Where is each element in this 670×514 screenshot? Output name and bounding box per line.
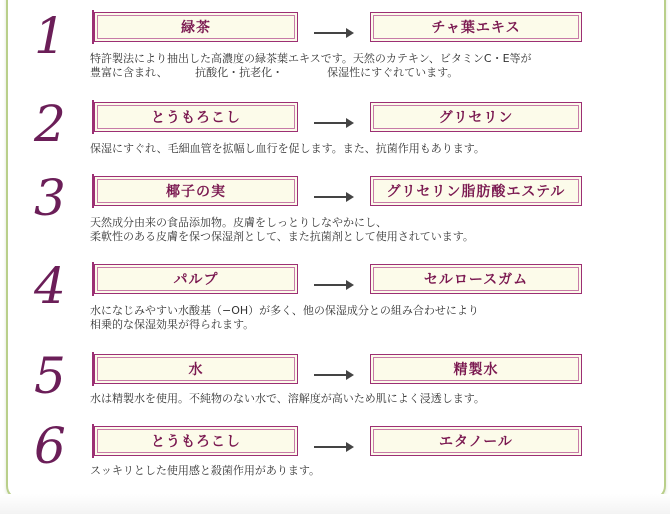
ingredient-source-box: 水: [94, 354, 298, 384]
arrow-icon: [314, 118, 354, 128]
ingredient-description: 水は精製水を使用。不純物のない水で、溶解度が高いため肌によく浸透します。: [90, 392, 485, 405]
arrow-icon: [314, 370, 354, 380]
ingredient-label-box: エタノール: [370, 426, 582, 456]
ingredient-description: 保湿にすぐれ、毛細血管を拡幅し血行を促します。また、抗菌作用もあります。: [90, 142, 485, 155]
ingredient-label-box: グリセリン脂肪酸エステル: [370, 176, 582, 206]
row-number: 3: [34, 169, 65, 227]
ingredient-description: 特許製法により抽出した高濃度の緑茶葉エキスです。天然のカテキン、ビタミンC・E等が 豊富に含まれ、 抗酸化・抗老化・ 保湿性にすぐれています。: [90, 52, 532, 79]
ingredient-description: 天然成分由来の食品添加物。皮膚をしっとりしなやかにし、 柔軟性のある皮膚を保つ保湿剤として、また抗菌剤として使用されています。: [90, 216, 474, 243]
row-number: 6: [34, 417, 65, 475]
ingredient-row-2: [0, 95, 670, 178]
ingredient-row-5: [0, 347, 670, 430]
ingredient-label-box: チャ葉エキス: [370, 12, 582, 42]
ingredient-source-box: パルプ: [94, 264, 298, 294]
ingredient-row-3: [0, 169, 670, 252]
ingredient-source-box: 椰子の実: [94, 176, 298, 206]
ingredient-label-box: セルロースガム: [370, 264, 582, 294]
arrow-icon: [314, 442, 354, 452]
ingredient-description: スッキリとした使用感と殺菌作用があります。: [90, 464, 321, 477]
arrow-icon: [314, 192, 354, 202]
ingredient-source-box: 緑茶: [94, 12, 298, 42]
ingredient-description: 水になじみやすい水酸基（−OH）が多く、他の保湿成分との組み合わせにより 相乗的な保湿効果が得られます。: [90, 304, 479, 331]
ingredient-label-box: グリセリン: [370, 102, 582, 132]
ingredient-source-box: とうもろこし: [94, 426, 298, 456]
row-number: 2: [34, 95, 65, 153]
ingredient-source-box: とうもろこし: [94, 102, 298, 132]
row-number: 4: [34, 257, 65, 315]
ingredient-label-box: 精製水: [370, 354, 582, 384]
row-number: 1: [34, 7, 65, 65]
ingredient-row-1: [0, 7, 670, 90]
arrow-icon: [314, 28, 354, 38]
ingredient-row-6: [0, 417, 670, 500]
row-number: 5: [34, 347, 65, 405]
arrow-icon: [314, 280, 354, 290]
ingredient-row-4: [0, 257, 670, 340]
